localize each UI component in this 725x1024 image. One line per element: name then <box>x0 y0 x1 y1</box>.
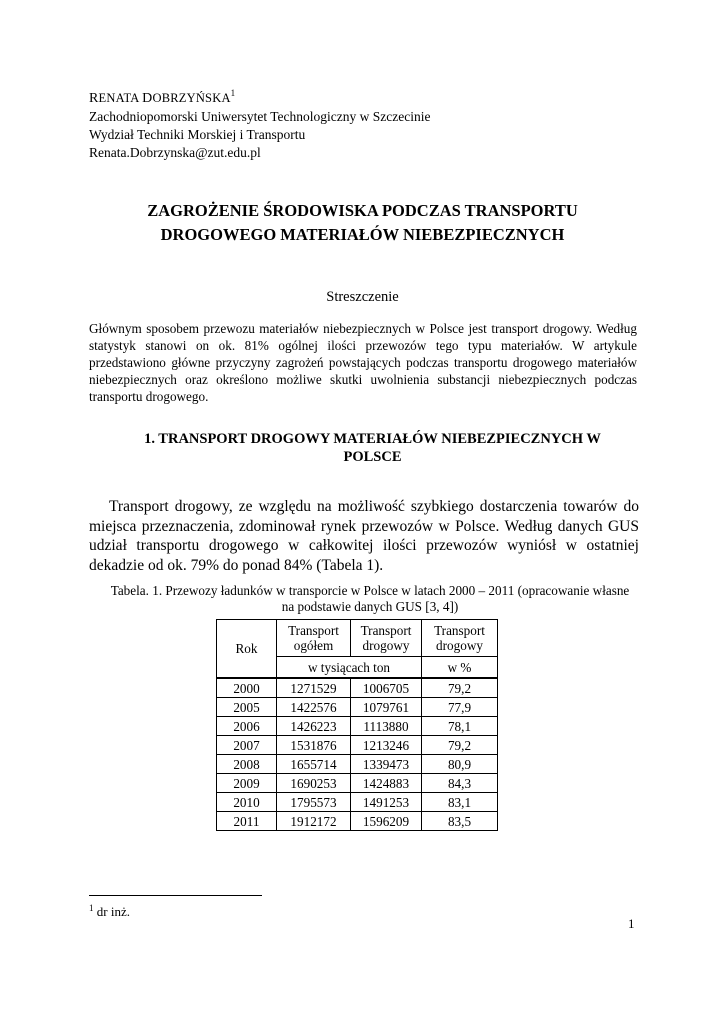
section-1-heading: 1. TRANSPORT DROGOWY MATERIAŁÓW NIEBEZPIECZNYCH W POLSCE <box>144 431 601 465</box>
table-row: 2005 1422576 1079761 77,9 <box>217 698 498 717</box>
page-number: 1 <box>628 916 635 931</box>
abstract-heading: Streszczenie <box>326 289 399 305</box>
affiliation-faculty: Wydział Techniki Morskiej i Transportu <box>89 127 306 142</box>
freight-table <box>216 619 498 831</box>
author-name: RENATA DOBRZYŃSKA$^1$ <box>89 88 236 106</box>
paper-title-line2: DROGOWEGO MATERIAŁÓW NIEBEZPIECZNYCH <box>160 225 565 244</box>
paper-title-line1: ZAGROŻENIE ŚRODOWISKA PODCZAS TRANSPORTU <box>147 201 578 220</box>
author-block <box>89 84 430 162</box>
footnote-marker: 1 <box>89 903 94 913</box>
paper-title <box>0 199 725 247</box>
table-row: 2008 1655714 1339473 80,9 <box>217 755 498 774</box>
footnote-separator <box>89 895 262 896</box>
col-header-road: Transport drogowy <box>351 620 422 657</box>
abstract-text: Głównym sposobem przewozu materiałów niebezpiecznych w Polsce jest transport drogowy. Według statystyk stanowi on ok. 81% ogólnej ilości przewozów tego typu materiałów. W artykule przedstawiono główne przyczyny zagrożeń powstających podczas transportu drogowego materiałów niebezpiecznych oraz określono możliwe skutki uwolnienia substancji niebezpiecznych podczas transportu drogowego. <box>89 321 637 404</box>
col-header-share: Transport drogowy <box>422 620 498 657</box>
table-row: 2010 1795573 1491253 83,1 <box>217 793 498 812</box>
unit-percent: w % <box>422 657 498 679</box>
unit-thousand-tons: w tysiącach ton <box>277 657 422 679</box>
table-row: 2011 1912172 1596209 83,5 <box>217 812 498 831</box>
col-header-year: Rok <box>217 620 277 679</box>
author-email[interactable]: Renata.Dobrzynska@zut.edu.pl <box>89 145 261 160</box>
table-caption: Tabela. 1. Przewozy ładunków w transporcie w Polsce w latach 2000 – 2011 (opracowanie własne na podstawie danych GUS [3, 4]) <box>110 583 630 614</box>
table-row: 2000 1271529 1006705 79,2 <box>217 678 498 698</box>
table-row: 2009 1690253 1424883 84,3 <box>217 774 498 793</box>
author-footnote-ref[interactable]: 1 <box>230 88 236 98</box>
table-row: 2006 1426223 1113880 78,1 <box>217 717 498 736</box>
col-header-total: Transport ogółem <box>277 620 351 657</box>
table-row: 2007 1531876 1213246 79,2 <box>217 736 498 755</box>
footnote <box>89 903 130 920</box>
affiliation-university: Zachodniopomorski Uniwersytet Technologiczny w Szczecinie <box>89 109 431 124</box>
section-1-paragraph: Transport drogowy, ze względu na możliwość szybkiego dostarczenia towarów do miejsca przeznaczenia, zdominował rynek przewozów w Polsce. Według danych GUS udział transportu drogowego w całkowitej ilości przewozów wyniósł w ostatniej dekadzie od ok. 79% do ponad 84% (Tabela 1). <box>89 498 639 574</box>
footnote-text: dr inż. <box>96 904 130 919</box>
